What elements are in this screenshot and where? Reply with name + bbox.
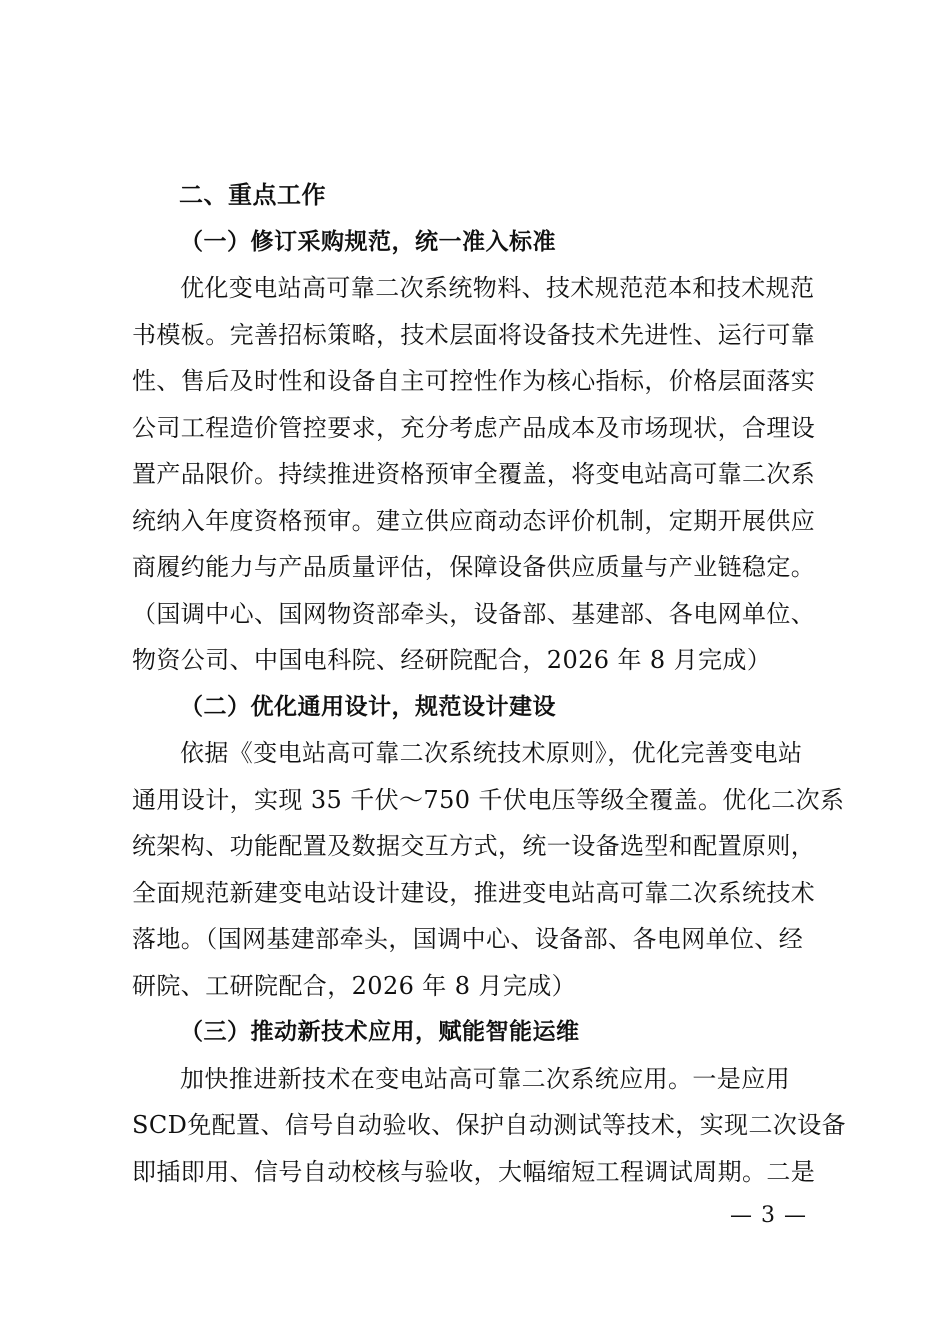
paragraph-line: 统架构、功能配置及数据交互方式，统一设备选型和配置原则，: [132, 832, 816, 860]
subsection-heading-3: （三）推动新技术应用，赋能智能运维: [180, 1019, 580, 1045]
document-body: [132, 172, 847, 1195]
paragraph-line: 置产品限价。持续推进资格预审全覆盖，将变电站高可靠二次系: [132, 460, 816, 488]
section-title: 二、重点工作: [179, 181, 326, 209]
paragraph-line: 加快推进新技术在变电站高可靠二次系统应用。一是应用: [180, 1064, 790, 1093]
paragraph-line: 书模板。完善招标策略，技术层面将设备技术先进性、运行可靠: [132, 320, 816, 349]
paragraph-line: 商履约能力与产品质量评估，保障设备供应质量与产业链稳定。: [132, 553, 816, 581]
paragraph-line: 依据《变电站高可靠二次系统技术原则》，优化完善变电站: [180, 739, 803, 767]
subsection-heading-2: （二）优化通用设计，规范设计建设: [180, 693, 556, 720]
paragraph-1: [132, 265, 832, 684]
paragraph-line: 研院、工研院配合，2026 年 8 月完成）: [132, 971, 577, 1000]
paragraph-line: 落地。（国网基建部牵头，国调中心、设备部、各电网单位、经: [132, 925, 804, 953]
paragraph-line: 全面规范新建变电站设计建设，推进变电站高可靠二次系统技术: [132, 878, 816, 907]
paragraph-line: 公司工程造价管控要求，充分考虑产品成本及市场现状，合理设: [132, 413, 816, 442]
paragraph-line: （国调中心、国网物资部牵头，设备部、基建部、各电网单位、: [132, 599, 816, 628]
subsection-heading-1: （一）修订采购规范，统一准入标准: [180, 228, 556, 255]
paragraph-2: [132, 730, 845, 1009]
paragraph-line: 即插即用、信号自动校核与验收，大幅缩短工程调试周期。二是: [132, 1157, 816, 1186]
paragraph-line: 优化变电站高可靠二次系统物料、技术规范范本和技术规范: [180, 274, 815, 302]
page-number: — 3 —: [730, 1203, 807, 1228]
paragraph-line: 性、售后及时性和设备自主可控性作为核心指标，价格层面落实: [132, 367, 816, 395]
paragraph-line: 统纳入年度资格预审。建立供应商动态评价机制，定期开展供应: [132, 506, 816, 535]
paragraph-line: 物资公司、中国电科院、经研院配合，2026 年 8 月完成）: [132, 646, 772, 674]
paragraph-line: 通用设计，实现 35 千伏～750 千伏电压等级全覆盖。优化二次系: [132, 785, 845, 814]
paragraph-line: SCD免配置、信号自动验收、保护自动测试等技术，实现二次设备: [132, 1111, 847, 1139]
paragraph-3: [132, 1056, 847, 1196]
